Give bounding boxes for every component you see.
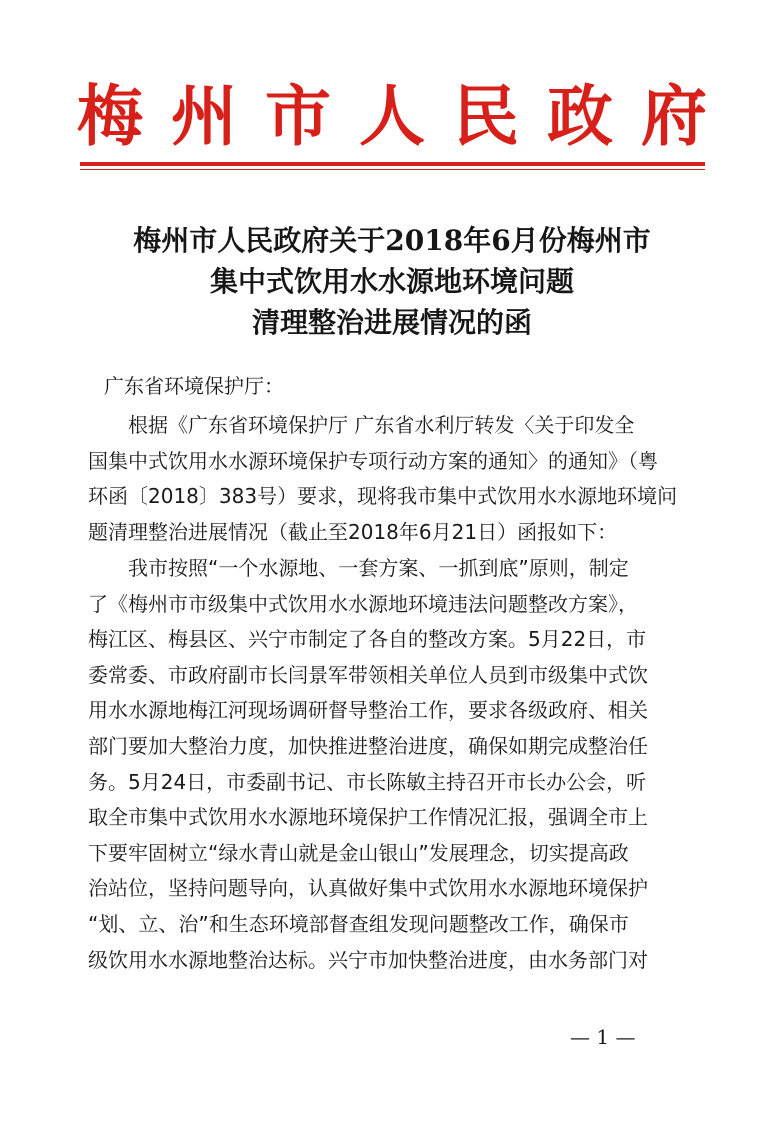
masthead-red-rule-thin bbox=[80, 169, 705, 170]
paragraph-line: 环函〔2018〕383号）要求，现将我市集中式饮用水水源地环境问 bbox=[88, 484, 678, 509]
document-title bbox=[60, 220, 724, 343]
paragraph-line: 取全市集中式饮用水水源地环境保护工作情况汇报，强调全市上 bbox=[88, 805, 648, 830]
paragraph-line: 题清理整治进展情况（截止至2018年6月21日）函报如下： bbox=[88, 519, 618, 544]
paragraph-line: 用水水源地梅江河现场调研督导整治工作，要求各级政府、相关 bbox=[88, 698, 648, 723]
paragraph-line: 国集中式饮用水水源环境保护专项行动方案的通知〉的通知》（粤 bbox=[88, 448, 658, 473]
paragraph-line: 了《梅州市市级集中式饮用水水源地环境违法问题整改方案》， bbox=[88, 591, 638, 616]
paragraph-line: 部门要加大整治力度，加快推进整治进度，确保如期完成整治任 bbox=[88, 733, 648, 758]
paragraph-line: 梅江区、梅县区、兴宁市制定了各自的整改方案。5月22日，市 bbox=[88, 627, 647, 652]
paragraph-line: 我市按照“一个水源地、一套方案、一抓到底”原则，制定 bbox=[128, 556, 629, 580]
page-number: — 1 — bbox=[570, 1025, 636, 1049]
title-line: 集中式饮用水水源地环境问题 bbox=[209, 265, 574, 298]
paragraph-line: 下要牢固树立“绿水青山就是金山银山”发展理念，切实提高政 bbox=[88, 840, 629, 865]
paragraph-line: “划、立、治”和生态环境部督查组发现问题整改工作，确保市 bbox=[88, 911, 629, 936]
masthead-title: 梅州市人民政府 bbox=[77, 77, 735, 155]
title-line: 清理整治进展情况的函 bbox=[251, 306, 532, 339]
body-paragraph bbox=[88, 551, 718, 978]
paragraph-line: 委常委、市政府副市长闫景军带领相关单位人员到市级集中式饮 bbox=[88, 662, 648, 687]
paragraph-line: 务。5月24日，市委副书记、市长陈敏主持召开市长办公会，听 bbox=[88, 769, 647, 794]
body-paragraph bbox=[88, 408, 718, 550]
salutation: 广东省环境保护厅： bbox=[104, 374, 284, 398]
title-line: 梅州市人民政府关于2018年6月份梅州市 bbox=[133, 224, 651, 257]
masthead-red-rule bbox=[80, 162, 705, 166]
paragraph-line: 根据《广东省环境保护厅 广东省水利厅转发〈关于印发全 bbox=[128, 413, 635, 437]
paragraph-line: 治站位，坚持问题导向，认真做好集中式饮用水水源地环境保护 bbox=[88, 876, 648, 901]
paragraph-line: 级饮用水水源地整治达标。兴宁市加快整治进度，由水务部门对 bbox=[88, 947, 648, 972]
